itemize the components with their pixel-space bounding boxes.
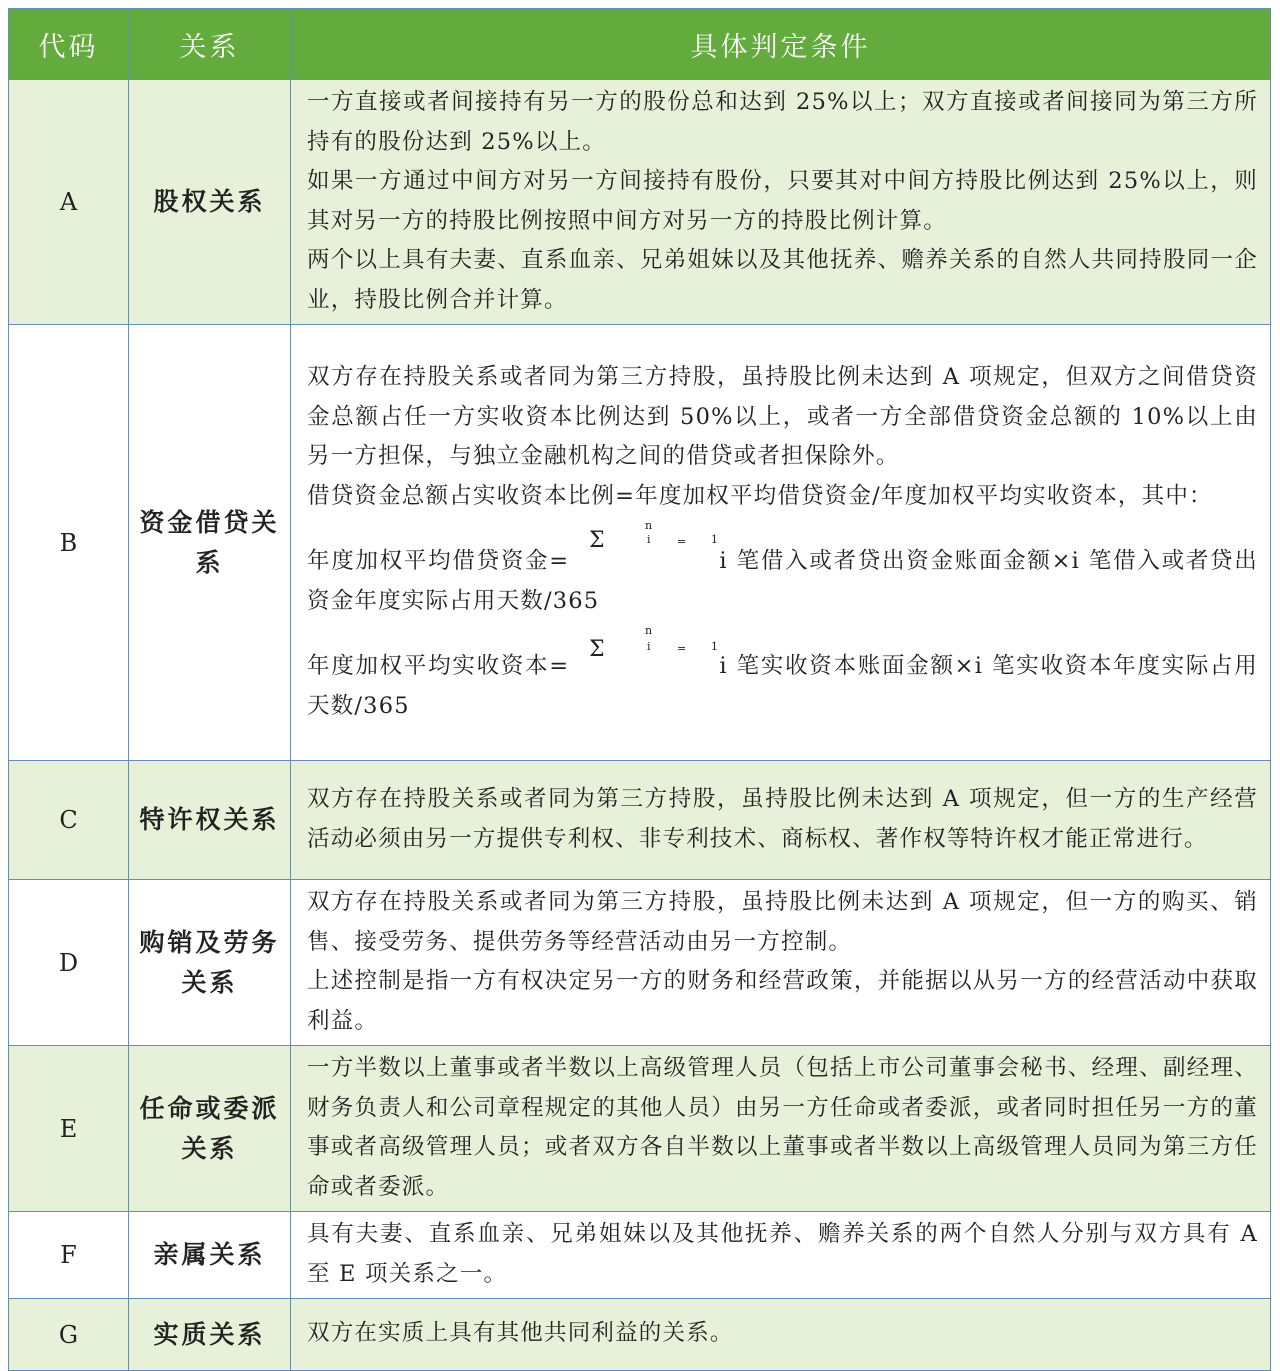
header-code: 代码 <box>9 9 129 80</box>
row-condition <box>291 80 1271 325</box>
condition-line: 借贷资金总额占实收资本比例=年度加权平均借贷资金/年度加权平均实收资本，其中： <box>307 482 1213 509</box>
formula-lending <box>307 516 1258 621</box>
condition-line: 上述控制是指一方有权决定另一方的财务和经营政策，并能据以从另一方的经营活动中获取利益。 <box>307 968 1258 1034</box>
row-code: E <box>9 1046 129 1212</box>
row-condition <box>291 1299 1271 1371</box>
formula-text: i 笔实收资本账面金额×i 笔实收资本年度实际占用天数/365 <box>307 653 1258 719</box>
row-condition <box>291 1046 1271 1212</box>
table-header-row <box>9 9 1271 80</box>
sum-upper: n <box>645 519 654 532</box>
header-relation: 关系 <box>129 9 291 80</box>
row-relation: 资金借贷关系 <box>129 325 291 761</box>
row-condition <box>291 1212 1271 1299</box>
row-code: B <box>9 325 129 761</box>
sum-upper: n <box>645 624 654 637</box>
condition-line: 一方直接或者间接持有另一方的股份总和达到 25%以上；双方直接或者间接同为第三方所持有的股份达到 25%以上。 <box>307 89 1258 155</box>
formula-prefix: 年度加权平均借贷资金= <box>307 548 570 574</box>
header-condition: 具体判定条件 <box>291 9 1271 80</box>
condition-line: 两个以上具有夫妻、直系血亲、兄弟姐妹以及其他抚养、赡养关系的自然人共同持股同一企业，持股比例合并计算。 <box>307 247 1258 313</box>
row-condition <box>291 761 1271 880</box>
sum-equals: = <box>677 642 688 655</box>
row-code: D <box>9 880 129 1046</box>
table-row-b <box>9 325 1271 761</box>
sigma-symbol: Σ <box>589 637 606 662</box>
sum-lower: 1 <box>711 640 720 653</box>
sum-index: i <box>647 533 652 546</box>
row-code: G <box>9 1299 129 1371</box>
row-condition <box>291 880 1271 1046</box>
sum-index: i <box>647 640 652 653</box>
sigma-symbol: Σ <box>589 528 606 553</box>
relationship-table <box>8 8 1271 1371</box>
table-row-d <box>9 880 1271 1046</box>
row-code: A <box>9 80 129 325</box>
row-relation: 亲属关系 <box>129 1212 291 1299</box>
condition-line: 一方半数以上董事或者半数以上高级管理人员（包括上市公司董事会秘书、经理、副经理、财务负责人和公司章程规定的其他人员）由另一方任命或者委派，或者同时担任另一方的董事或者高级管理人员；或者双方各自半数以上董事或者半数以上高级管理人员同为第三方任命或者委派。 <box>307 1055 1258 1200</box>
table-row-e <box>9 1046 1271 1212</box>
formula-prefix: 年度加权平均实收资本= <box>307 653 570 679</box>
row-relation: 购销及劳务关系 <box>129 880 291 1046</box>
row-relation: 实质关系 <box>129 1299 291 1371</box>
condition-line: 如果一方通过中间方对另一方间接持有股份，只要其对中间方持股比例达到 25%以上，则其对另一方的持股比例按照中间方对另一方的持股比例计算。 <box>307 168 1258 234</box>
condition-line: 双方存在持股关系或者同为第三方持股，虽持股比例未达到 A 项规定，但一方的生产经营活动必须由另一方提供专利权、非专利技术、商标权、著作权等特许权才能正常进行。 <box>307 786 1258 852</box>
sum-equals: = <box>677 535 688 548</box>
condition-line: 双方存在持股关系或者同为第三方持股，虽持股比例未达到 A 项规定，但一方的购买、销售、接受劳务、提供劳务等经营活动由另一方控制。 <box>307 889 1258 955</box>
condition-line: 双方存在持股关系或者同为第三方持股，虽持股比例未达到 A 项规定，但双方之间借贷资金总额占任一方实收资本比例达到 50%以上，或者一方全部借贷资金总额的 10%以上由另一方担保，与独立金融机构之间的借贷或者担保除外。 <box>307 364 1258 469</box>
formula-text: i 笔借入或者贷出资金账面金额×i 笔借入或者贷出资金年度实际占用天数/365 <box>307 548 1258 614</box>
formula-capital <box>307 621 1258 726</box>
row-code: F <box>9 1212 129 1299</box>
table-row-a <box>9 80 1271 325</box>
row-condition <box>291 325 1271 761</box>
row-code: C <box>9 761 129 880</box>
condition-line: 双方在实质上具有其他共同利益的关系。 <box>307 1320 734 1347</box>
table-row-g <box>9 1299 1271 1371</box>
row-relation: 股权关系 <box>129 80 291 325</box>
row-relation: 特许权关系 <box>129 761 291 880</box>
table-row-c <box>9 761 1271 880</box>
table-row-f <box>9 1212 1271 1299</box>
sum-lower: 1 <box>711 533 720 546</box>
condition-line: 具有夫妻、直系血亲、兄弟姐妹以及其他抚养、赡养关系的两个自然人分别与双方具有 A 至 E 项关系之一。 <box>307 1221 1258 1287</box>
row-relation: 任命或委派关系 <box>129 1046 291 1212</box>
